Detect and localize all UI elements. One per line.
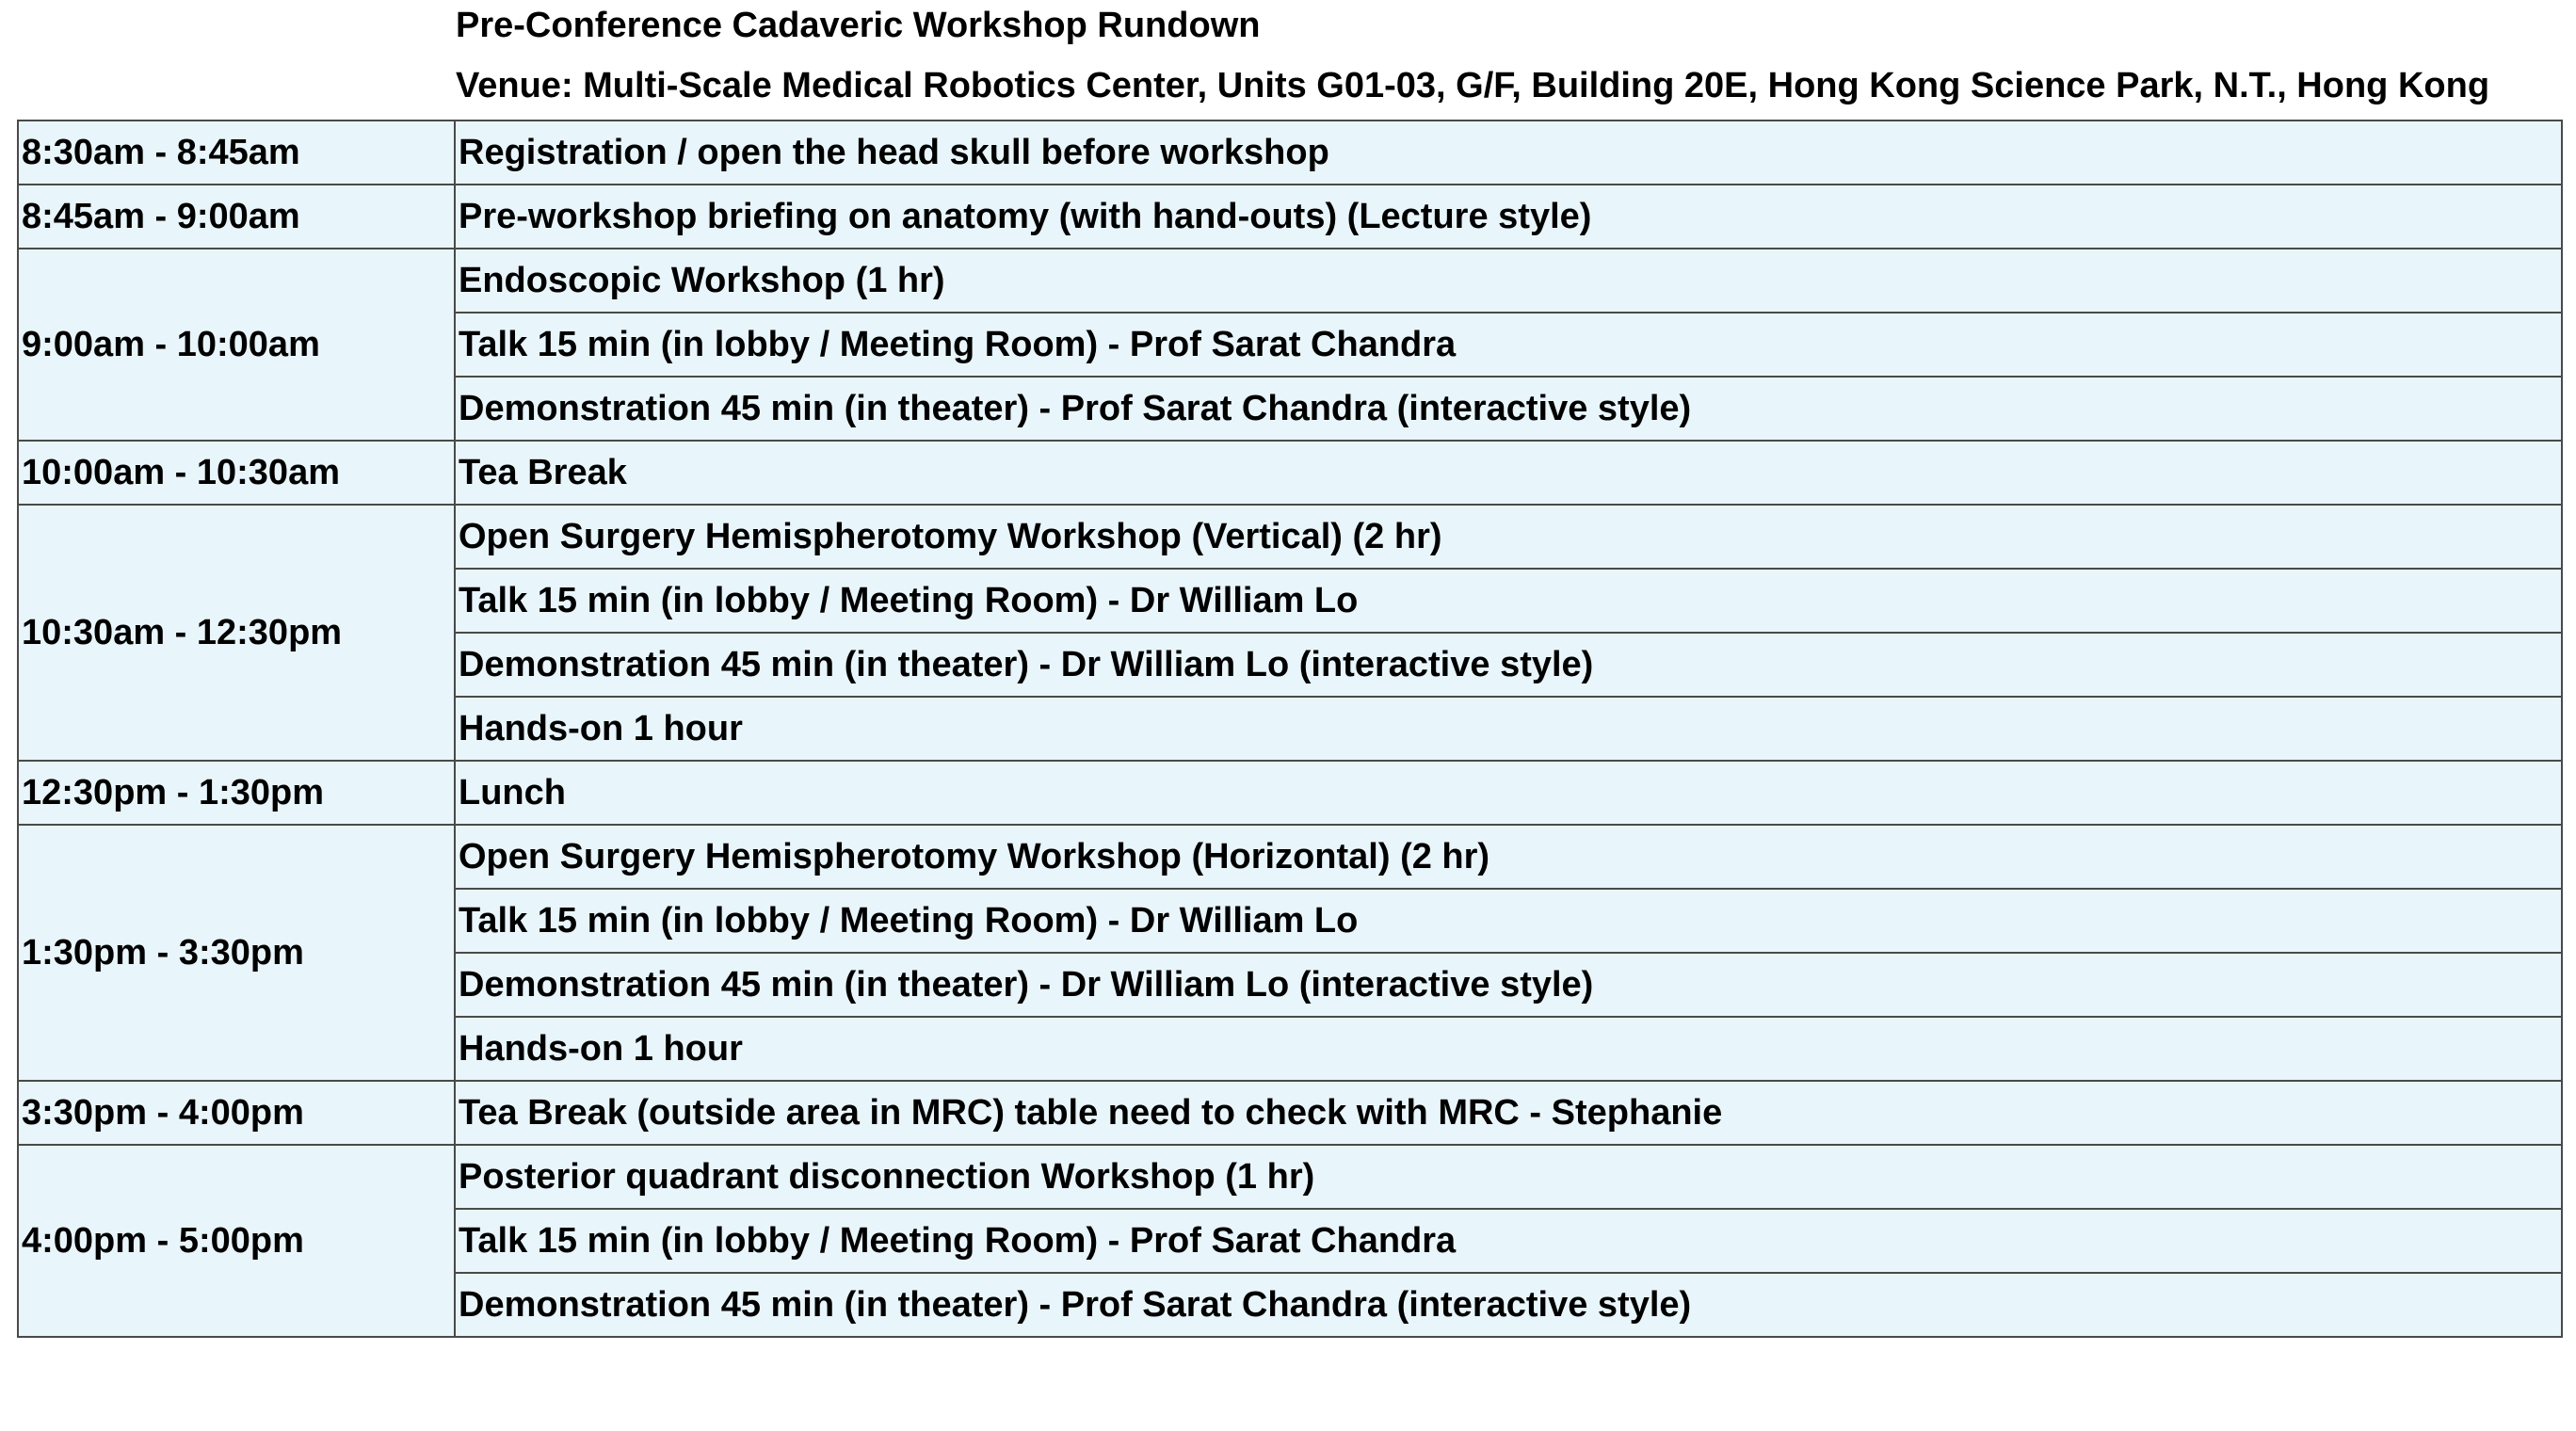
activity-cell: Talk 15 min (in lobby / Meeting Room) - Prof Sarat Chandra	[455, 1209, 2562, 1273]
activity-cell: Hands-on 1 hour	[455, 697, 2562, 761]
time-slot-cell: 8:30am - 8:45am	[18, 121, 455, 185]
activity-cell: Demonstration 45 min (in theater) - Prof Sarat Chandra (interactive style)	[455, 377, 2562, 441]
time-slot-cell: 9:00am - 10:00am	[18, 249, 455, 441]
time-slot-cell: 1:30pm - 3:30pm	[18, 825, 455, 1081]
time-slot-cell: 10:30am - 12:30pm	[18, 505, 455, 761]
activity-cell: Hands-on 1 hour	[455, 1017, 2562, 1081]
table-row	[18, 185, 2562, 249]
activity-cell: Registration / open the head skull before workshop	[455, 121, 2562, 185]
activity-cell: Talk 15 min (in lobby / Meeting Room) - Dr William Lo	[455, 569, 2562, 633]
activity-cell: Demonstration 45 min (in theater) - Prof Sarat Chandra (interactive style)	[455, 1273, 2562, 1337]
time-slot-cell: 12:30pm - 1:30pm	[18, 761, 455, 825]
rundown-table	[17, 120, 2563, 1338]
table-row	[18, 505, 2562, 569]
activity-cell: Lunch	[455, 761, 2562, 825]
table-row	[18, 441, 2562, 505]
time-slot-cell: 10:00am - 10:30am	[18, 441, 455, 505]
activity-cell: Endoscopic Workshop (1 hr)	[455, 249, 2562, 313]
table-row	[18, 825, 2562, 889]
activity-cell: Tea Break (outside area in MRC) table need to check with MRC - Stephanie	[455, 1081, 2562, 1145]
time-slot-cell: 3:30pm - 4:00pm	[18, 1081, 455, 1145]
table-row	[18, 761, 2562, 825]
activity-cell: Open Surgery Hemispherotomy Workshop (Vertical) (2 hr)	[455, 505, 2562, 569]
table-row	[18, 249, 2562, 313]
table-row	[18, 1081, 2562, 1145]
time-slot-cell: 8:45am - 9:00am	[18, 185, 455, 249]
activity-cell: Posterior quadrant disconnection Workshop (1 hr)	[455, 1145, 2562, 1209]
activity-cell: Pre-workshop briefing on anatomy (with hand-outs) (Lecture style)	[455, 185, 2562, 249]
activity-cell: Talk 15 min (in lobby / Meeting Room) - Prof Sarat Chandra	[455, 313, 2562, 377]
activity-cell: Open Surgery Hemispherotomy Workshop (Horizontal) (2 hr)	[455, 825, 2562, 889]
activity-cell: Demonstration 45 min (in theater) - Dr William Lo (interactive style)	[455, 633, 2562, 697]
activity-cell: Tea Break	[455, 441, 2562, 505]
venue-line: Venue: Multi-Scale Medical Robotics Center, Units G01-03, G/F, Building 20E, Hong Kong Science Park, N.T., Hong Kong	[456, 66, 2490, 105]
document-title: Pre-Conference Cadaveric Workshop Rundown	[456, 6, 1261, 45]
rundown-table-body	[18, 121, 2562, 1337]
document-header	[456, 0, 2565, 121]
table-row	[18, 121, 2562, 185]
activity-cell: Demonstration 45 min (in theater) - Dr William Lo (interactive style)	[455, 953, 2562, 1017]
time-slot-cell: 4:00pm - 5:00pm	[18, 1145, 455, 1337]
activity-cell: Talk 15 min (in lobby / Meeting Room) - Dr William Lo	[455, 889, 2562, 953]
table-row	[18, 1145, 2562, 1209]
